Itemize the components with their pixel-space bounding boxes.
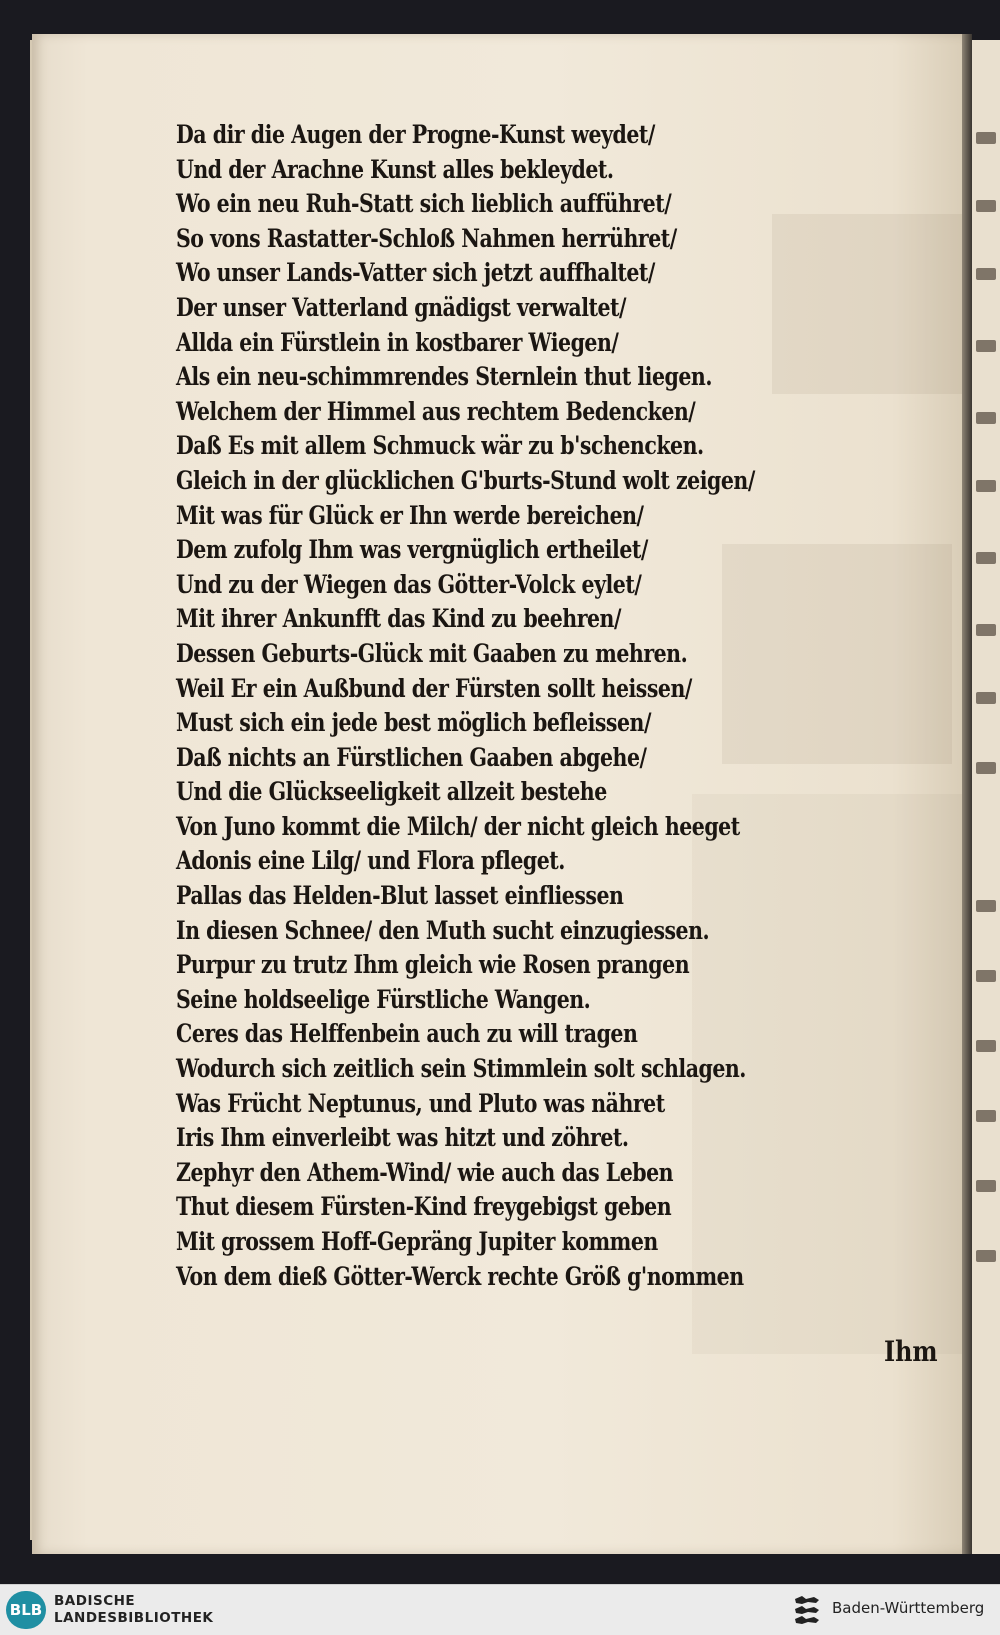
facing-page-mark (976, 1250, 996, 1262)
poem-line: Mit ihrer Ankunfft das Kind zu beehren/ (176, 604, 621, 634)
facing-page-mark (976, 1110, 996, 1122)
facing-page-mark (976, 200, 996, 212)
poem-text (176, 118, 755, 1294)
library-name-line2: LANDESBIBLIOTHEK (54, 1610, 214, 1626)
facing-page-mark (976, 340, 996, 352)
poem-line: Ceres das Helffenbein auch zu will tragen (176, 1019, 638, 1049)
poem-line: In diesen Schnee/ den Muth sucht einzugiessen. (176, 915, 710, 945)
poem-line: Und zu der Wiegen das Götter-Volck eylet/ (176, 569, 642, 599)
poem-line: Iris Ihm einverleibt was hitzt und zöhret. (176, 1123, 629, 1153)
poem-line: Zephyr den Athem-Wind/ wie auch das Leben (176, 1157, 674, 1187)
facing-page-edge (972, 40, 1000, 1554)
facing-page-mark (976, 900, 996, 912)
poem-line: Allda ein Fürstlein in kostbarer Wiegen/ (176, 327, 619, 357)
state-name[interactable]: Baden-Württemberg (832, 1599, 985, 1617)
poem-line: Und der Arachne Kunst alles bekleydet. (176, 154, 614, 184)
viewer-footer (0, 1584, 1000, 1635)
poem-line: Von dem dieß Götter-Werck rechte Größ g'nommen (176, 1261, 744, 1291)
facing-page-mark (976, 1040, 996, 1052)
poem-line: Dem zufolg Ihm was vergnüglich ertheilet/ (176, 535, 648, 565)
poem-line: Daß Es mit allem Schmuck wär zu b'schencken. (176, 431, 704, 461)
facing-page-mark (976, 552, 996, 564)
book-gutter (962, 34, 972, 1554)
facing-page-mark (976, 762, 996, 774)
facing-page-mark (976, 268, 996, 280)
poem-line: Gleich in der glücklichen G'burts-Stund wolt zeigen/ (176, 465, 755, 495)
library-name[interactable] (54, 1593, 213, 1627)
show-through-area (772, 214, 972, 394)
poem-line: Seine holdseelige Fürstliche Wangen. (176, 984, 591, 1014)
blb-logo[interactable]: BLB (6, 1591, 46, 1629)
facing-page-mark (976, 970, 996, 982)
poem-line: Dessen Geburts-Glück mit Gaaben zu mehren. (176, 638, 688, 668)
library-name-line1: BADISCHE (54, 1593, 136, 1609)
facing-page-mark (976, 1180, 996, 1192)
poem-line: Was Frücht Neptunus, und Pluto was nähret (176, 1088, 665, 1118)
facing-page-mark (976, 624, 996, 636)
facing-page-mark (976, 692, 996, 704)
show-through-ornament (722, 544, 952, 764)
poem-line: Da dir die Augen der Progne-Kunst weydet/ (176, 120, 655, 149)
facing-page-mark (976, 132, 996, 144)
catchword: Ihm (884, 1335, 938, 1368)
poem-line: Daß nichts an Fürstlichen Gaaben abgehe/ (176, 742, 647, 772)
poem-line: Wo ein neu Ruh-Statt sich lieblich aufführet/ (176, 189, 672, 219)
poem-line: Welchem der Himmel aus rechtem Bedencken/ (176, 396, 696, 426)
poem-line: Weil Er ein Außbund der Fürsten sollt heissen/ (176, 673, 692, 703)
poem-line: Wodurch sich zeitlich sein Stimmlein solt schlagen. (176, 1054, 746, 1084)
facing-page-mark (976, 412, 996, 424)
poem-line: Pallas das Helden-Blut lasset einfliessen (176, 881, 624, 911)
poem-line: Thut diesem Fürsten-Kind freygebigst geben (176, 1192, 672, 1222)
poem-line: Der unser Vatterland gnädigst verwaltet/ (176, 292, 627, 322)
facing-page-mark (976, 480, 996, 492)
poem-line: Adonis eine Lilg/ und Flora pfleget. (176, 846, 565, 876)
poem-line: Wo unser Lands-Vatter sich jetzt auffhaltet/ (176, 258, 655, 288)
poem-line: Und die Glückseeligkeit allzeit bestehe (176, 777, 607, 807)
poem-line: Als ein neu-schimmrendes Sternlein thut liegen. (176, 362, 712, 392)
lion-emblem-icon (792, 1594, 822, 1626)
poem-line: Von Juno kommt die Milch/ der nicht gleich heeget (176, 811, 740, 841)
poem-line: So vons Rastatter-Schloß Nahmen herrühret/ (176, 223, 677, 253)
poem-line: Purpur zu trutz Ihm gleich wie Rosen prangen (176, 950, 690, 980)
poem-line: Mit grossem Hoff-Gepräng Jupiter kommen (176, 1227, 658, 1256)
poem-line: Mit was für Glück er Ihn werde bereichen/ (176, 500, 644, 530)
poem-line: Must sich ein jede best möglich befleissen/ (176, 708, 651, 738)
